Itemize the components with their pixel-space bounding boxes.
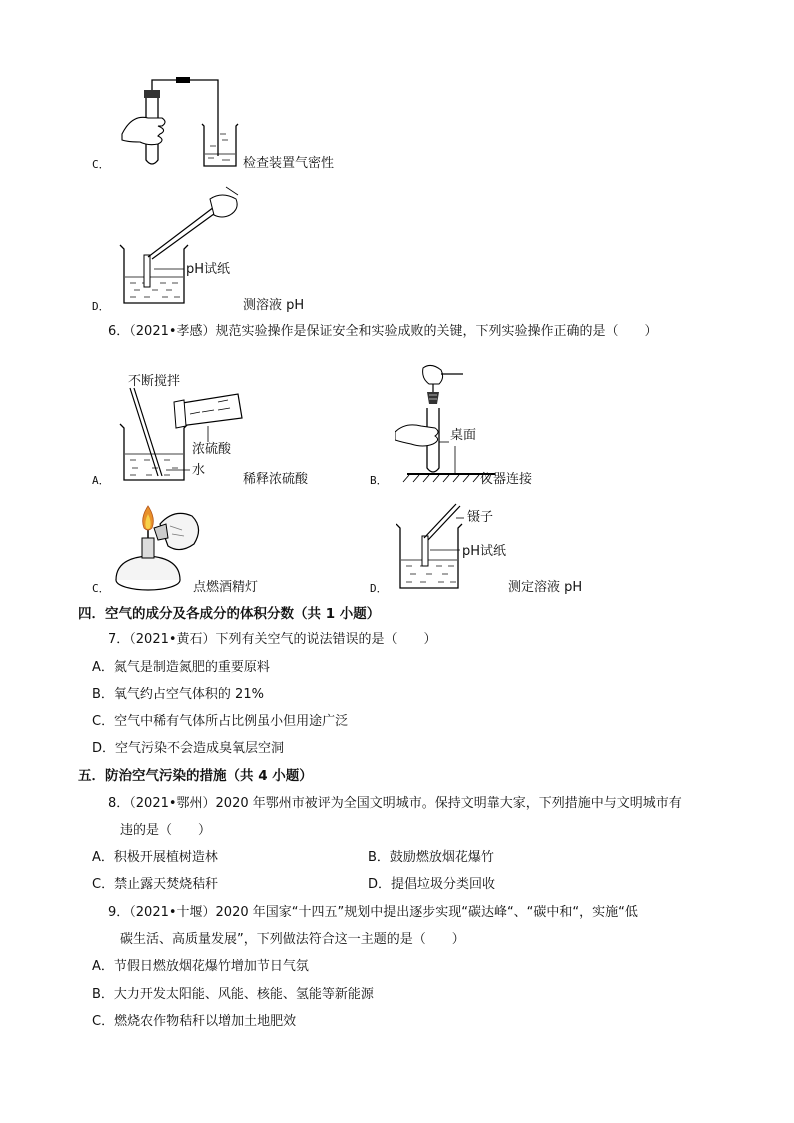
option-letter: C． (92, 582, 110, 595)
q9-option-c: C．燃烧农作物秸秆以增加土地肥效 (92, 1014, 297, 1029)
q8-option-b: B．鼓励燃放烟花爆竹 (368, 850, 494, 865)
q7-option-b: B．氧气约占空气体积的 21% (92, 687, 264, 702)
q7-option-c: C．空气中稀有气体所占比例虽小但用途广泛 (92, 714, 349, 729)
option-letter: C． (92, 158, 110, 171)
ph-paper-label: pH试纸 (462, 544, 507, 559)
table-label: 桌面 (450, 428, 477, 443)
q8-stem-line2: 违的是（ ） (120, 823, 212, 838)
measure-ph-figure (118, 185, 248, 305)
dilute-acid-figure (118, 378, 258, 483)
q9-option-b: B．大力开发太阳能、风能、核能、氢能等新能源 (92, 987, 374, 1002)
q7-option-d: D．空气污染不会造成臭氧层空洞 (92, 741, 285, 756)
figure-caption: 稀释浓硫酸 (243, 472, 309, 487)
figure-caption: 测定溶液 pH (508, 580, 583, 595)
option-letter: B． (370, 474, 388, 487)
q8-stem-line1: 8．（2021•鄂州）2020 年鄂州市被评为全国文明城市。保持文明靠大家，下列措施中与文明城市有 (108, 796, 682, 811)
q9-stem-line2: 碳生活、高质量发展”，下列做法符合这一主题的是（ ） (120, 932, 465, 947)
q8-option-c: C．禁止露天焚烧秸秆 (92, 877, 219, 892)
q9-option-a: A．节假日燃放烟花爆竹增加节日气氛 (92, 959, 309, 974)
airtightness-figure (118, 74, 248, 174)
q9-stem-line1: 9．（2021•十堰）2020 年国家“十四五”规划中提出逐步实现“碳达峰“、“碳中和“，实施“低 (108, 905, 638, 920)
q8-option-a: A．积极开展植树造林 (92, 850, 218, 865)
option-letter: A． (92, 474, 110, 487)
figure-caption: 检查装置气密性 (243, 156, 335, 171)
option-letter: D． (92, 300, 110, 313)
option-letter: D． (370, 582, 388, 595)
section-title: 五．防治空气污染的措施（共 4 小题） (78, 768, 313, 784)
q8-option-d: D．提倡垃圾分类回收 (368, 877, 496, 892)
q7-option-a: A．氮气是制造氮肥的重要原料 (92, 660, 270, 675)
figure-caption: 点燃酒精灯 (193, 580, 259, 595)
section-title: 四．空气的成分及各成分的体积分数（共 1 小题） (78, 606, 381, 622)
figure-caption: 测溶液 pH (243, 298, 305, 313)
q6-stem: 6．（2021•孝感）规范实验操作是保证安全和实验成败的关键，下列实验操作正确的是（ ） (108, 324, 658, 339)
q7-stem: 7．（2021•黄石）下列有关空气的说法错误的是（ ） (108, 632, 437, 647)
connect-apparatus-figure (395, 362, 505, 487)
acid-label: 浓硫酸 (192, 442, 232, 457)
ph-paper-label: pH试纸 (186, 262, 231, 277)
figure-caption: 仪器连接 (480, 472, 533, 487)
stir-label: 不断搅拌 (128, 374, 181, 389)
tweezers-label: 镊子 (467, 510, 494, 525)
water-label: 水 (192, 463, 206, 478)
